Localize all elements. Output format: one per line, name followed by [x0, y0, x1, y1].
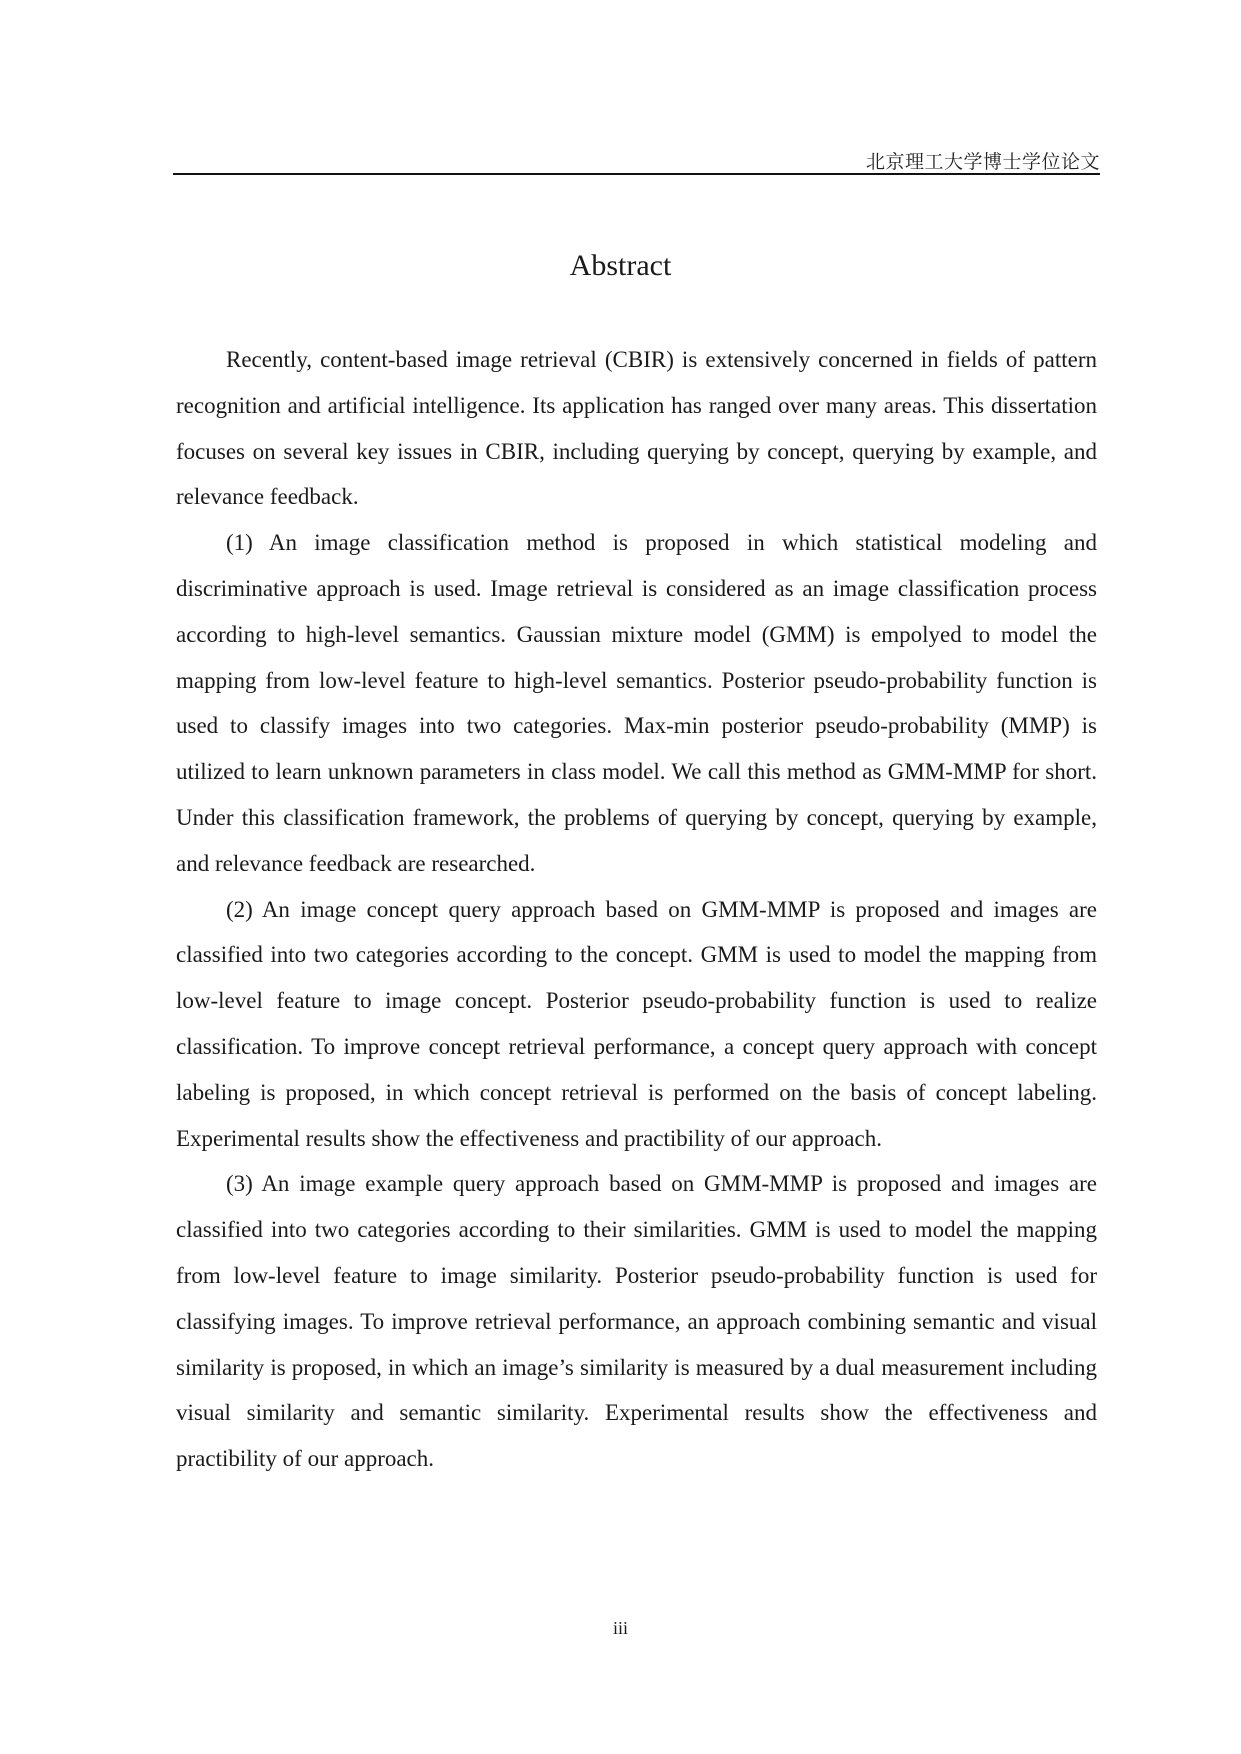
- paragraph-item-3: (3) An image example query approach based on GMM-MMP is proposed and images are classified into two categories according to their similarities. GMM is used to model the mapping from low-level feature to image similarity. Posterior pseudo-probability function is used for classifying images. To improve retrieval performance, an approach combining semantic and visual similarity is proposed, in which an image’s similarity is measured by a dual measurement including visual similarity and semantic similarity. Experimental results show the effectiveness and practibility of our approach.: [176, 1171, 1097, 1472]
- paragraph-intro: Recently, content-based image retrieval (CBIR) is extensively concerned in fields of pattern recognition and artificial intelligence. Its application has ranged over many areas. This dissertation focuses on several key issues in CBIR, including querying by concept, querying by example, and relevance feedback.: [176, 347, 1097, 510]
- header-rule: [173, 173, 1100, 175]
- abstract-body: [176, 337, 1097, 1482]
- abstract-title: Abstract: [569, 249, 672, 282]
- running-header: 北京理工大学博士学位论文: [865, 151, 1100, 173]
- paragraph-item-2: (2) An image concept query approach based on GMM-MMP is proposed and images are classified into two categories according to the concept. GMM is used to model the mapping from low-level feature to image concept. Posterior pseudo-probability function is used to realize classification. To improve concept retrieval performance, a concept query approach with concept labeling is proposed, in which concept retrieval is performed on the basis of concept labeling. Experimental results show the effectiveness and practibility of our approach.: [176, 896, 1097, 1151]
- page-number: iii: [612, 1618, 628, 1638]
- paragraph-item-1: (1) An image classification method is proposed in which statistical modeling and discriminative approach is used. Image retrieval is considered as an image classification process according to high-level semantics. Gaussian mixture model (GMM) is empolyed to model the mapping from low-level feature to high-level semantics. Posterior pseudo-probability function is used to classify images into two categories. Max-min posterior pseudo-probability (MMP) is utilized to learn unknown parameters in class model. We call this method as GMM-MMP for short. Under this classification framework, the problems of querying by concept, querying by example, and relevance feedback are researched.: [176, 530, 1097, 876]
